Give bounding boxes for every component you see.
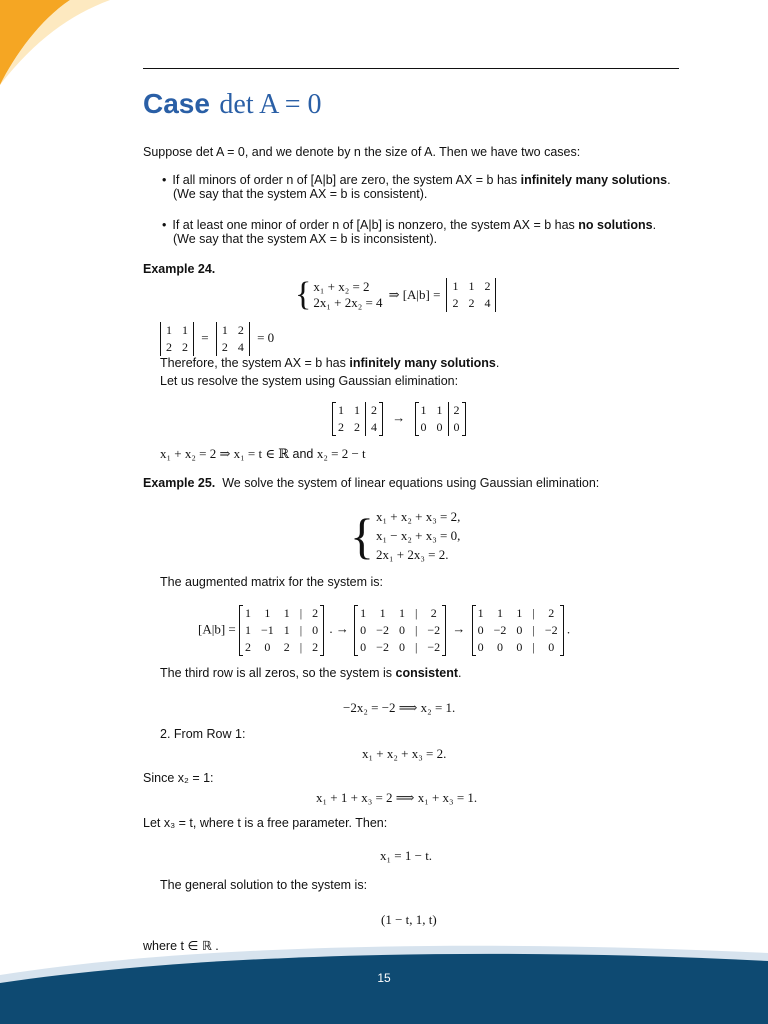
matrix-cell: 1 <box>338 403 344 417</box>
matrix-cell: 2 <box>430 606 437 620</box>
matrix-cell: 1 <box>244 606 251 620</box>
matrix-cell: −2 <box>376 640 389 654</box>
matrix-cell: 1 <box>244 623 251 637</box>
equation-x1: x₁ = 1 − t. <box>380 848 433 863</box>
matrix-cell: 4 <box>484 296 491 310</box>
matrix-cell: | <box>532 623 535 637</box>
example-25-intro: Example 25. We solve the system of linear equations using Gaussian elimination: <box>143 476 600 490</box>
bullet-item: • If at least one minor of order n of [A|b] is nonzero, the system AX = b has no solutions. (We say that the system AX = b is inconsistent). <box>162 218 657 246</box>
equation-x2: −2x₂ = −2 ⟹ x₂ = 1. <box>343 700 456 715</box>
matrix-cell: 1 <box>221 323 228 337</box>
matrix-cell: 2 <box>452 296 459 310</box>
determinant-check: 1 1 2 2 = 1 2 2 4 = 0 <box>160 322 274 356</box>
matrix-cell: −2 <box>376 623 389 637</box>
matrix-cell: 2 <box>221 340 228 354</box>
matrix-cell: 2 <box>366 402 383 419</box>
where-text: where t ∈ ℝ . <box>143 939 219 953</box>
corner-decoration <box>0 0 120 90</box>
matrix-cell: 1 <box>477 606 484 620</box>
matrix-cell: 1 <box>182 323 188 337</box>
matrix-cell: 2 <box>237 323 244 337</box>
matrix-cell: | <box>299 640 303 654</box>
augmented-text: The augmented matrix for the system is: <box>160 575 384 589</box>
matrix-cell: −2 <box>544 623 558 637</box>
matrix-cell: 0 <box>477 640 484 654</box>
matrix-cell: 0 <box>436 420 443 434</box>
matrix-cell: 2 <box>283 640 290 654</box>
matrix-cell: 2 <box>354 420 360 434</box>
matrix-cell: | <box>414 606 418 620</box>
example-24-solution: x₁ + x₂ = 2 ⇒ x₁ = t ∈ ℝ and x₂ = 2 − t <box>160 446 366 461</box>
matrix-cell: 0 <box>497 640 504 654</box>
matrix-cell: | <box>299 623 303 637</box>
matrix-cell: 0 <box>420 420 427 434</box>
matrix-cell: 1 <box>398 606 405 620</box>
general-text: The general solution to the system is: <box>160 878 368 892</box>
matrix-cell: 0 <box>477 623 484 637</box>
top-rule <box>143 68 679 69</box>
example-25-system: { x₁ + x₂ + x₃ = 2, x₁ − x₂ + x₃ = 0, 2x₁ + 2x₃ = 2. <box>350 507 461 564</box>
matrix-cell: 0 <box>398 640 405 654</box>
gauss-elimination: 1 1 2 2 2 4 → 1 1 2 0 0 0 <box>332 402 466 436</box>
matrix-cell: 2 <box>468 296 475 310</box>
matrix-cell: −2 <box>427 623 441 637</box>
matrix-cell: 0 <box>360 640 367 654</box>
matrix-cell: 2 <box>182 340 188 354</box>
matrix-cell: 2 <box>312 606 319 620</box>
intro-text: Suppose det A = 0, and we denote by n the size of A. Then we have two cases: <box>143 145 581 159</box>
matrix-cell: | <box>532 606 535 620</box>
matrix-cell: | <box>414 623 418 637</box>
page-number: 15 <box>377 971 391 985</box>
example-24-label: Example 24. <box>143 262 216 276</box>
matrix-cell: 4 <box>366 419 383 436</box>
matrix-cell: 1 <box>166 323 172 337</box>
matrix-cell: 0 <box>398 623 405 637</box>
matrix-cell: | <box>299 606 303 620</box>
matrix-cell: 1 <box>360 606 367 620</box>
matrix-cell: 1 <box>452 279 459 293</box>
matrix-cell: 2 <box>548 606 555 620</box>
example-25-matrices: [A|b] = 1 1 1 | 2 1 −1 1 | 0 2 0 2 | 2 . → 1 1 1 | 2 0 −2 0 | −2 0 −2 0 | −2 → 1 1 1 | 2 0 −2 0 | −2 0 0 0 | 0 . <box>198 606 571 654</box>
since-text: Since x₂ = 1: <box>143 771 214 785</box>
matrix-cell: 0 <box>548 640 555 654</box>
matrix-cell: 1 <box>516 606 523 620</box>
matrix-cell: 1 <box>379 606 386 620</box>
matrix-cell: 0 <box>516 623 523 637</box>
matrix-cell: 2 <box>484 279 491 293</box>
augmented-matrix <box>446 278 496 312</box>
matrix-cell: −2 <box>427 640 441 654</box>
matrix-cell: 2 <box>312 640 319 654</box>
matrix-cell: 1 <box>283 606 290 620</box>
matrix-cell: 1 <box>283 623 290 637</box>
matrix-cell: 0 <box>360 623 367 637</box>
matrix-cell: 0 <box>448 419 465 436</box>
matrix-cell: 0 <box>264 640 271 654</box>
matrix-cell: 1 <box>468 279 475 293</box>
heading-math: det A = 0 <box>219 89 322 120</box>
bullet-item: • If all minors of order n of [A|b] are zero, the system AX = b has infinitely many solutions. (We say that the system AX = b is consistent). <box>162 173 671 201</box>
matrix-cell: 2 <box>166 340 172 354</box>
matrix-cell: −2 <box>493 623 507 637</box>
matrix-cell: 0 <box>516 640 523 654</box>
section-heading <box>143 88 322 121</box>
matrix-cell: 1 <box>264 606 271 620</box>
from-row-text: 2. From Row 1: <box>160 727 246 741</box>
equation-general: (1 − t, 1, t) <box>381 912 437 927</box>
matrix-cell: 2 <box>448 402 465 419</box>
matrix-cell: 1 <box>354 403 360 417</box>
heading-word: Case <box>143 88 210 119</box>
matrix-cell: 1 <box>497 606 504 620</box>
matrix-cell: | <box>414 640 418 654</box>
matrix-cell: 2 <box>244 640 251 654</box>
matrix-cell: −1 <box>260 623 274 637</box>
matrix-cell: | <box>532 640 535 654</box>
consistent-text: The third row is all zeros, so the system is consistent. <box>160 666 462 680</box>
matrix-cell: 1 <box>420 403 427 417</box>
matrix-cell: 4 <box>237 340 244 354</box>
equation-row1: x₁ + x₂ + x₃ = 2. <box>362 746 447 761</box>
therefore-text: Therefore, the system AX = b has infinitely many solutions. <box>160 356 500 370</box>
resolve-text: Let us resolve the system using Gaussian elimination: <box>160 374 459 388</box>
matrix-cell: 2 <box>338 420 344 434</box>
example-24-system: { x₁ + x₂ = 2 2x₁ + 2x₂ = 4 ⇒ [A|b] = 1 1 2 2 2 4 <box>295 278 496 312</box>
equation-since: x₁ + 1 + x₃ = 2 ⟹ x₁ + x₃ = 1. <box>316 790 478 805</box>
let-text: Let x₃ = t, where t is a free parameter. Then: <box>143 816 388 830</box>
matrix-cell: 1 <box>436 403 443 417</box>
matrix-cell: 0 <box>312 623 319 637</box>
